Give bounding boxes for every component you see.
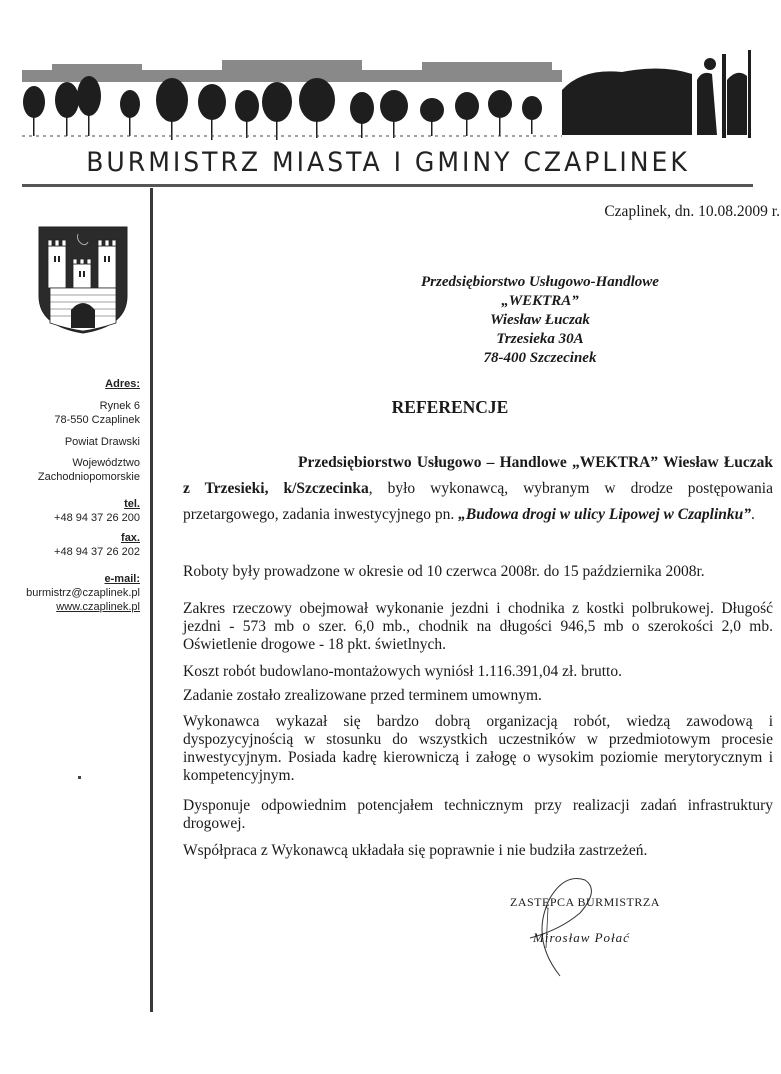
addressee-line: „WEKTRA” [501,293,579,309]
sidebar-address-label: Adres: [105,378,140,390]
sidebar-voivodeship-line1: Województwo [72,457,140,469]
addressee-line: 78-400 Szczecinek [483,350,597,366]
handwritten-signature-icon [520,868,620,988]
sidebar-address-line1: Rynek 6 [99,400,140,412]
sidebar-divider [150,188,153,1012]
sidebar-tel-label: tel. [124,498,140,510]
addressee-line: Trzesieka 30A [496,331,584,347]
sidebar-email-label: e-mail: [104,573,140,585]
paragraph-6: Wykonawca wykazał się bardzo dobrą organizacją robót, wiedzą zawodową i dyspozycyjnością w stosunku do wszystkich uczestników w przedmiotowym procesie inwestycyjnym. Posiada kadrę kierowniczą i załogę o wysokim poziomie merytorycznym i kompetencyjnym. [183,713,773,784]
sidebar-fax-label: fax. [121,532,140,544]
addressee-line: Wiesław Łuczak [490,312,590,328]
paragraph-2: Roboty były prowadzone w okresie od 10 czerwca 2008r. do 15 października 2008r. [183,563,705,580]
paragraph-3: Zakres rzeczowy obejmował wykonanie jezdni i chodnika z kostki polbrukowej. Długość jezdni - 573 mb o szer. 6,0 mb., chodnik na długości 946,5 mb o szerokości 2,0 mb. Oświetlenie drogowe - 18 pkt. świetlnych. [183,600,773,653]
sidebar-fax-value: +48 94 37 26 202 [54,546,140,558]
addressee-block [390,273,690,368]
signature-stamp-name: Mirosław Połać [533,930,630,945]
addressee-line: Przedsiębiorstwo Usługowo-Handlowe [421,274,659,290]
letterhead-title: BURMISTRZ MIASTA I GMINY CZAPLINEK [86,147,690,178]
scan-speck [78,776,81,779]
coat-of-arms-icon [38,226,128,334]
paragraph-1-company: Przedsiębiorstwo Usługowo – Handlowe „WEKTRA” Wiesław Łuczak z Trzesieki, k/Szczecinka [183,454,773,497]
paragraph-1-project: „Budowa drogi w ulicy Lipowej w Czaplinku” [458,506,751,523]
sidebar-tel-value: +48 94 37 26 200 [54,512,140,524]
paragraph-1-end: . [751,506,755,523]
sidebar-voivodeship-line2: Zachodniopomorskie [37,471,140,483]
letter-place-date: Czaplinek, dn. 10.08.2009 r. [604,203,780,220]
paragraph-1 [183,450,773,528]
paragraph-4: Koszt robót budowlano-montażowych wyniósł 1.116.391,04 zł. brutto. [183,663,622,680]
paragraph-8: Współpraca z Wykonawcą układała się poprawnie i nie budziła zastrzeżeń. [183,842,648,859]
sidebar-address-line2: 78-550 Czaplinek [54,414,140,426]
paragraph-1-text: , było wykonawcą, wybranym w drodze postępowania przetargowego, zadania inwestycyjnego pn. [183,480,773,523]
sidebar-county: Powiat Drawski [64,436,140,448]
letter-heading: REFERENCJE [391,397,509,417]
signature-stamp-title: ZASTĘPCA BURMISTRZA [510,895,660,909]
sidebar-website-link[interactable]: www.czaplinek.pl [56,601,140,613]
letterhead-banner-illustration [22,50,754,142]
paragraph-7: Dysponuje odpowiednim potencjałem technicznym przy realizacji zadań infrastruktury drogowej. [183,797,773,832]
banner-year-text: 1885 [749,74,755,88]
letterhead-rule [22,184,753,187]
paragraph-5: Zadanie zostało zrealizowane przed terminem umownym. [183,687,542,704]
sidebar-email-link[interactable]: burmistrz@czaplinek.pl [26,587,140,599]
